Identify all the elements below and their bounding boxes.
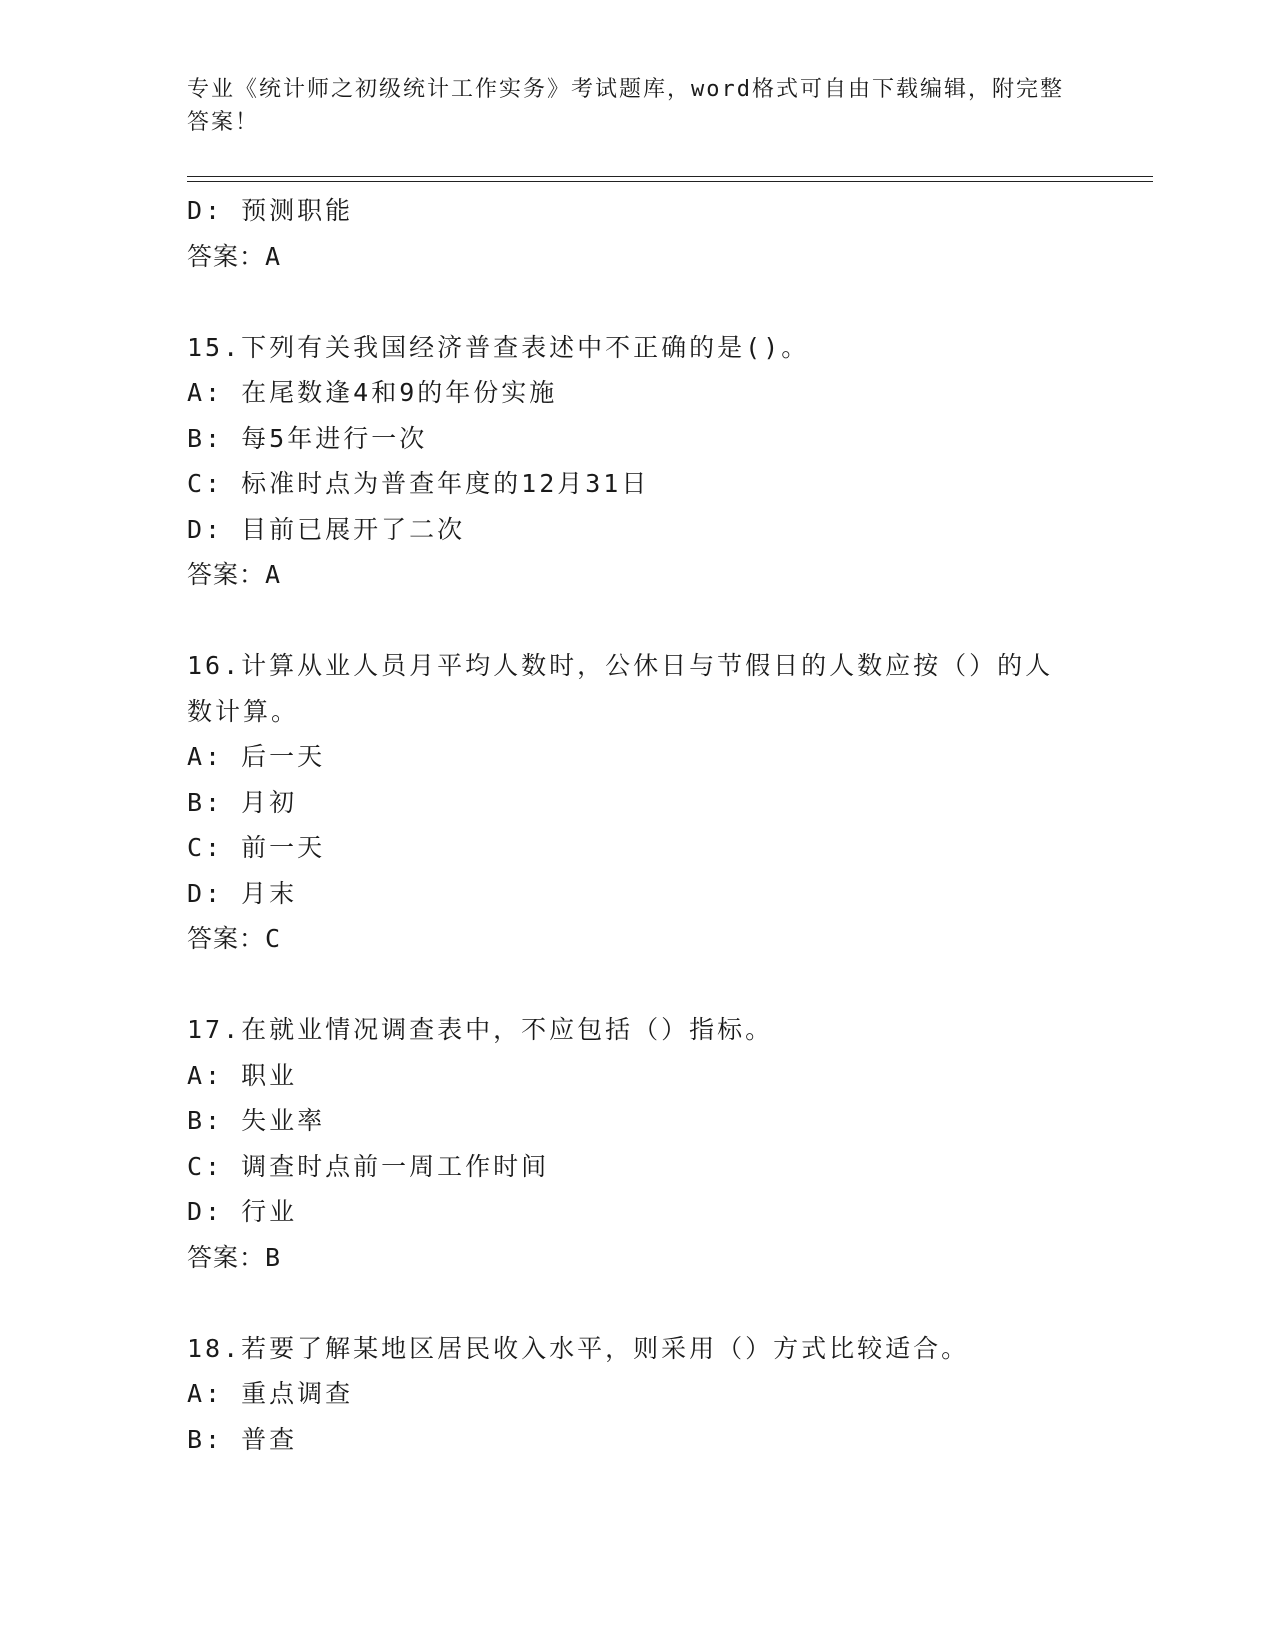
answer-line <box>187 234 1087 280</box>
option-a: A: 在尾数逢4和9的年份实施 <box>187 378 558 407</box>
answer-label: 答案： <box>187 924 266 953</box>
question-16 <box>187 643 1087 962</box>
question-15 <box>187 325 1087 598</box>
answer-line <box>187 552 1087 598</box>
option-c: C: 调查时点前一周工作时间 <box>187 1151 550 1181</box>
option-b: B: 普查 <box>187 1424 298 1454</box>
document-header: 专业《统计师之初级统计工作实务》考试题库，word格式可自由下载编辑，附完整答案！ <box>187 77 1064 135</box>
option-d: D: 预测职能 <box>187 196 354 225</box>
option-b: B: 失业率 <box>187 1106 326 1135</box>
option-c: C: 前一天 <box>187 833 326 862</box>
question-17 <box>187 1007 1087 1280</box>
option-d: D: 月末 <box>187 878 298 908</box>
question-text: 17.在就业情况调查表中，不应包括（）指标。 <box>187 1015 774 1044</box>
option-d: D: 目前已展开了二次 <box>187 514 466 544</box>
option-d: D: 行业 <box>187 1197 298 1226</box>
option-b: B: 月初 <box>187 787 298 817</box>
option-a: A: 重点调查 <box>187 1379 354 1408</box>
header-divider <box>187 176 1153 182</box>
question-text: 18.若要了解某地区居民收入水平，则采用（）方式比较适合。 <box>187 1333 970 1363</box>
option-c: C: 标准时点为普查年度的12月31日 <box>187 469 650 498</box>
question-list <box>187 188 1087 1462</box>
answer-line <box>187 1235 1087 1281</box>
option-a: A: 后一天 <box>187 742 326 771</box>
answer-value: A <box>265 241 282 271</box>
option-a: A: 职业 <box>187 1060 298 1090</box>
question-text: 15.下列有关我国经济普查表述中不正确的是()。 <box>187 332 810 362</box>
answer-label: 答案： <box>187 560 266 589</box>
option-b: B: 每5年进行一次 <box>187 423 428 453</box>
answer-label: 答案： <box>187 241 266 271</box>
question-18 <box>187 1326 1087 1463</box>
answer-value: B <box>265 1242 282 1272</box>
answer-value: C <box>265 924 282 953</box>
answer-value: A <box>265 560 282 589</box>
question-text: 16.计算从业人员月平均人数时，公休日与节假日的人数应按（）的人数计算。 <box>187 651 1054 726</box>
answer-line <box>187 916 1087 962</box>
answer-label: 答案： <box>187 1242 266 1272</box>
